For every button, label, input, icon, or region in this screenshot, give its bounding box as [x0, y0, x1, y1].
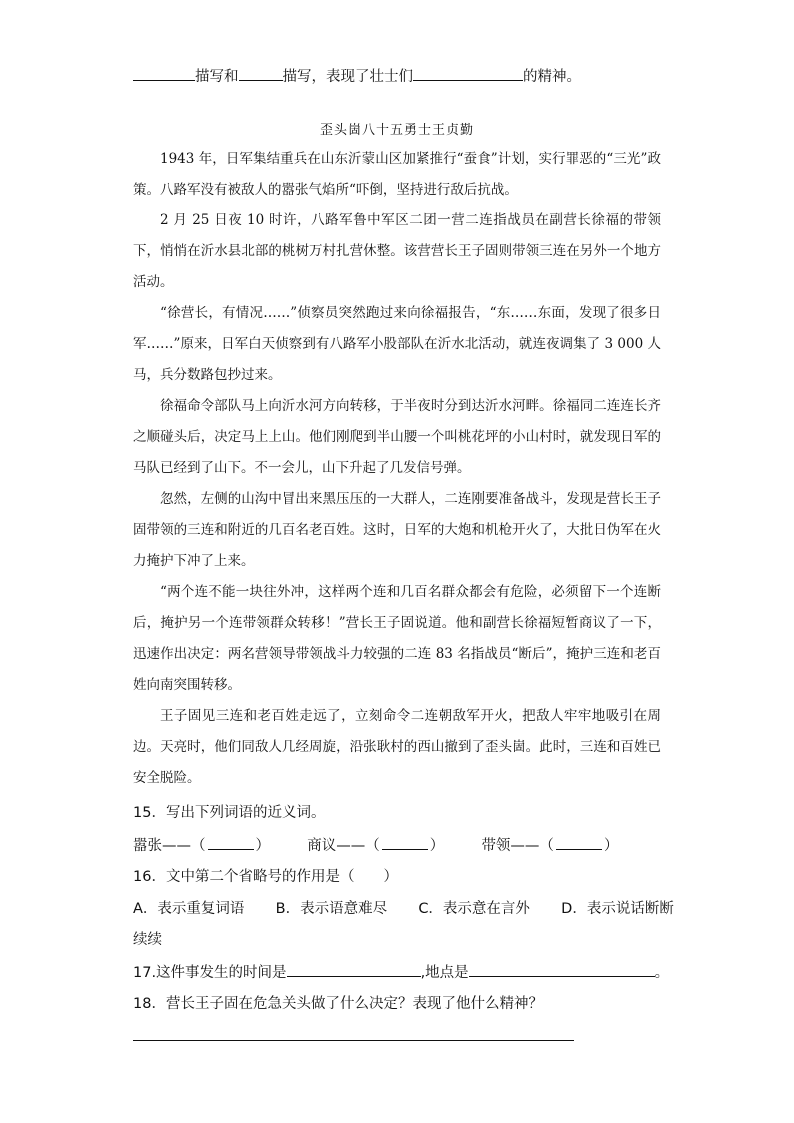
article-paragraph: 2 月 25 日夜 10 时许，八路军鲁中军区二团一营二连指战员在副营长徐福的带领下，悄悄在沂水县北部的桃树万村扎营休整。该营营长王子固则带领三连在另外一个地方活动。 [133, 212, 661, 290]
q16-option-b[interactable]: B．表示语意难尽 [275, 901, 388, 917]
q17-place-blank[interactable] [469, 962, 655, 977]
article-paragraph: “两个连不能一块往外冲，这样两个连和几百名群众都会有危险，必须留下一个连断后，掩护另一个连带领群众转移！”营长王子固说道。他和副营长徐福短暂商议了一下，迅速作出决定：两名营领导带领战斗力较强的二连 83 名指战员“断后”，掩护三连和老百姓向南突围转移。 [133, 584, 661, 693]
q15-item-word: 带领——（ [481, 838, 554, 854]
q17-time-blank[interactable] [287, 962, 421, 977]
question-17 [133, 962, 670, 983]
q15-answer-blank[interactable] [208, 835, 254, 850]
question-15-items [133, 835, 663, 856]
blank-3[interactable] [413, 66, 523, 81]
question-16: 16．文中第二个省略号的作用是（ ） [133, 869, 398, 885]
q16-option-c[interactable]: C．表示意在言外 [418, 901, 530, 917]
article-paragraph: 徐福命令部队马上向沂水河方向转移，于半夜时分到达沂水河畔。徐福同二连连长齐之顺碰头后，决定马上上山。他们刚爬到半山腰一个叫桃花坪的小山村时，就发现日军的马队已经到了山下。不一会儿，山下升起了几发信号弹。 [133, 398, 661, 476]
q17-text-1: 17.这件事发生的时间是 [133, 965, 287, 981]
top-fill-line [133, 66, 663, 87]
q17-text-3: 。 [654, 965, 670, 981]
blank-1[interactable] [133, 66, 195, 81]
q15-item-word: 商议——（ [307, 838, 380, 854]
q17-text-2: ,地点是 [420, 965, 469, 981]
top-text-1: 描写和 [195, 69, 239, 85]
q15-item-close: ） [603, 838, 619, 854]
top-text-3: 的精神。 [523, 69, 581, 85]
article-paragraph: 1943 年，日军集结重兵在山东沂蒙山区加紧推行“蚕食”计划，实行罪恶的“三光”政策。八路军没有被敌人的嚣张气焰所“吓倒，坚持进行敌后抗战。 [133, 151, 661, 198]
q15-item-word: 嚣张——（ [133, 838, 206, 854]
article-paragraph: 忽然，左侧的山沟中冒出来黑压压的一大群人，二连刚要准备战斗，发现是营长王子固带领的三连和附近的几百名老百姓。这时，日军的大炮和机枪开火了，大批日伪军在火力掩护下冲了上来。 [133, 491, 661, 569]
blank-2[interactable] [239, 66, 283, 81]
q18-answer-line[interactable] [133, 1040, 574, 1041]
q16-option-d-continued: 续续 [133, 932, 162, 948]
article-title: 歪头崮八十五勇士王贞勤 [319, 123, 474, 138]
q15-item-close: ） [429, 838, 445, 854]
q15-answer-blank[interactable] [556, 835, 602, 850]
article-paragraph: “徐营长，有情况……”侦察员突然跑过来向徐福报告，“东……东面，发现了很多日 军……”原来，日军白天侦察到有八路军小股部队在沂水北活动，就连夜调集了 3 000 人马，兵分数路包抄过来。 [133, 305, 675, 383]
q16-option-a[interactable]: A．表示重复词语 [133, 901, 245, 917]
question-15: 15．写出下列词语的近义词。 [133, 805, 326, 821]
article-paragraph: 王子固见三连和老百姓走远了，立刻命令二连朝敌军开火，把敌人牢牢地吸引在周边。天亮时，他们同敌人几经周旋，沿张耿村的西山撤到了歪头崮。此时，三连和百姓已安全脱险。 [133, 708, 661, 786]
question-16-options [133, 899, 674, 919]
top-text-2: 描写，表现了壮士们 [282, 69, 413, 85]
q16-option-d[interactable]: D．表示说话断断 [561, 901, 674, 917]
q15-item-close: ） [255, 838, 270, 854]
question-18: 18．营长王子固在危急关头做了什么决定？表现了他什么精神？ [133, 996, 543, 1012]
q15-answer-blank[interactable] [382, 835, 428, 850]
